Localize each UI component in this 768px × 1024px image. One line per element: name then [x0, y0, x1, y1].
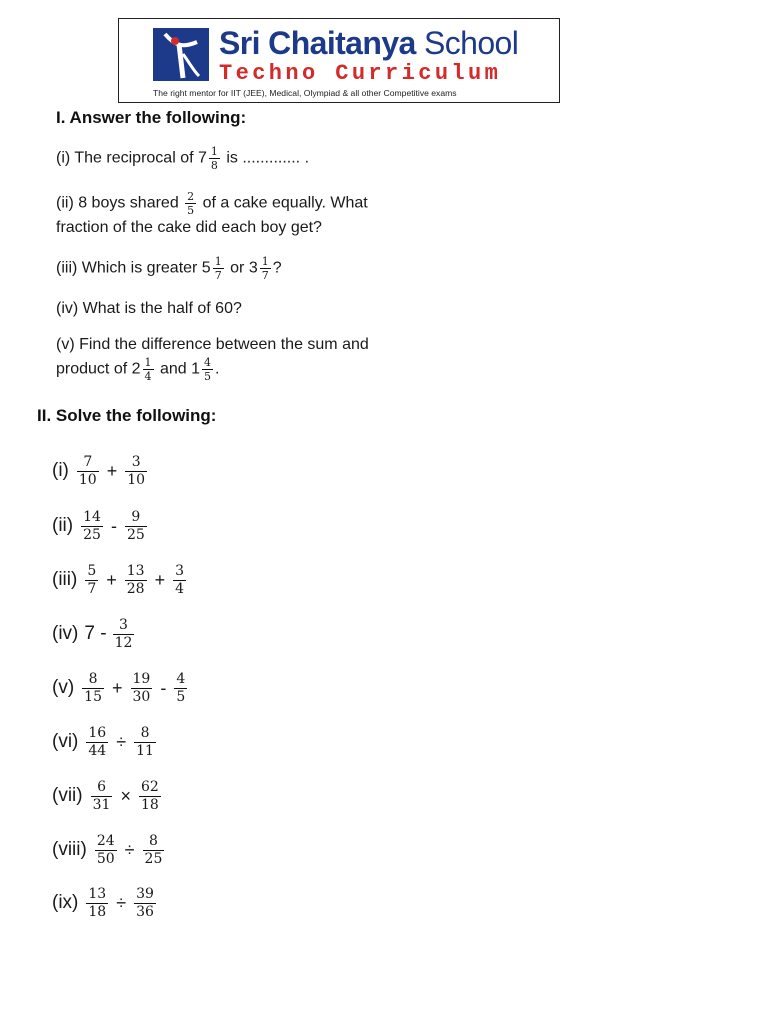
denominator: 4: [175, 581, 185, 597]
operator: ÷: [124, 839, 135, 860]
fraction: [134, 887, 156, 919]
fraction: $\frac{1}{4}$: [144, 356, 152, 383]
problem-label: (ix): [52, 892, 79, 913]
operator: +: [154, 569, 166, 590]
denominator: 25: [126, 527, 145, 543]
fraction: [174, 672, 187, 704]
denominator: 36: [136, 904, 154, 920]
denominator: 15: [84, 689, 102, 705]
brand-name-school: School: [424, 25, 519, 61]
numerator: 62: [140, 779, 159, 795]
fraction: $\frac{4}{5}$: [204, 356, 211, 383]
problem-label: (ii): [52, 515, 74, 536]
problem-row: [52, 506, 149, 546]
numerator: 19: [132, 671, 151, 687]
question-5-line1: (v) Find the difference between the sum and: [56, 336, 369, 353]
operator: -: [160, 677, 167, 698]
problem-row: [52, 776, 163, 816]
problem-row: [52, 883, 158, 923]
brand-name-main: Sri Chaitanya: [219, 25, 416, 61]
numerator: 3: [175, 563, 185, 579]
question-3: [56, 256, 426, 281]
numerator: 14: [83, 509, 101, 525]
problem-label: (iv): [52, 623, 79, 644]
numerator: 13: [88, 886, 107, 902]
fraction: [113, 618, 135, 650]
question-4: (iv) What is the half of 60?: [56, 300, 242, 317]
denominator: 28: [126, 581, 145, 597]
numerator: 8: [134, 726, 156, 743]
operator: -: [110, 515, 117, 536]
denominator: 25: [144, 851, 163, 867]
fraction: [85, 564, 98, 596]
numerator: 9: [125, 510, 147, 527]
fraction: [139, 780, 161, 812]
denominator: 31: [92, 797, 111, 813]
denominator: 30: [132, 689, 151, 705]
denominator: 10: [127, 472, 146, 488]
section1-heading: I. Answer the following:: [56, 108, 247, 127]
numerator: 16: [88, 725, 107, 741]
numerator: 39: [136, 886, 154, 902]
operator: ÷: [116, 731, 127, 752]
numerator: 8: [143, 834, 165, 851]
denominator: 50: [96, 851, 115, 867]
numerator: 13: [126, 563, 145, 579]
fraction: [81, 510, 103, 542]
denominator: 11: [136, 743, 154, 759]
operator: ×: [120, 785, 131, 806]
fraction: [95, 834, 117, 866]
operator: +: [106, 460, 118, 481]
question-5: [56, 333, 426, 382]
fraction: [125, 564, 147, 596]
fraction: [86, 887, 108, 919]
problem-row: [52, 668, 189, 708]
numerator: 3: [113, 618, 135, 635]
numerator: 7: [77, 455, 99, 472]
question-3-text: (iii) Which is greater 5: [56, 259, 211, 277]
fraction: [91, 780, 113, 812]
fraction: [77, 455, 99, 487]
fraction: $\frac{2}{5}$: [187, 190, 195, 217]
section2-heading: II. Solve the following:: [37, 406, 217, 425]
brand-tagline: Techno Curriculum: [219, 61, 502, 86]
problem-label: (v): [52, 677, 75, 698]
denominator: 18: [140, 797, 159, 813]
operator: +: [106, 569, 117, 590]
denominator: 25: [83, 527, 101, 543]
denominator: 18: [88, 904, 107, 920]
section-answer-the-following: [56, 108, 426, 383]
question-1: [56, 146, 426, 171]
denominator: 10: [78, 472, 97, 488]
fraction: [125, 455, 147, 487]
numerator: 3: [125, 455, 147, 472]
problem-label: (i): [52, 460, 69, 481]
question-2-line2: fraction of the cake did each boy get?: [56, 219, 322, 236]
fraction: $\frac{1}{7}$: [261, 255, 269, 282]
denominator: 12: [114, 635, 133, 651]
question-5-text-c: .: [215, 360, 220, 378]
fraction: [131, 672, 153, 704]
question-1-tail: is ............. .: [226, 149, 310, 167]
fraction: [82, 672, 104, 704]
brand-motto: The right mentor for IIT (JEE), Medical, Olympiad & all other Competitive exams: [153, 88, 457, 98]
problem-row: [52, 451, 149, 491]
problem-label: (vi): [52, 731, 79, 752]
problem-row: [52, 722, 158, 762]
question-5-text-b: and 1: [159, 360, 200, 378]
question-3-text-c: ?: [272, 259, 282, 277]
brand-name: [219, 23, 529, 63]
school-logo-banner: [118, 18, 560, 103]
fraction: $\frac{1}{7}$: [214, 255, 222, 282]
question-5-text: product of 2: [56, 360, 141, 378]
problem-label: (viii): [52, 839, 87, 860]
denominator: 44: [88, 743, 107, 759]
question-2: [56, 191, 426, 240]
fraction: [86, 726, 108, 758]
fraction: [173, 564, 186, 596]
fraction: [125, 510, 147, 542]
whole-number: 7 -: [84, 623, 107, 644]
question-1-text: (i) The reciprocal of 7: [56, 149, 207, 167]
fraction: $\frac{1}{8}$: [210, 145, 218, 172]
denominator: 7: [87, 581, 97, 597]
problem-row: [52, 614, 136, 654]
problem-row: [52, 830, 166, 870]
numerator: 8: [82, 672, 104, 689]
question-2-text-b: of a cake equally. What: [202, 194, 368, 212]
operator: ÷: [116, 892, 127, 913]
problem-row: [52, 560, 188, 600]
question-3-text-b: or 3: [230, 259, 258, 277]
fraction: [134, 726, 156, 758]
numerator: 6: [91, 780, 113, 797]
denominator: 5: [176, 689, 186, 705]
problem-label: (iii): [52, 569, 78, 590]
question-2-text: (ii) 8 boys shared: [56, 194, 179, 212]
numerator: 5: [87, 563, 97, 579]
numerator: 4: [176, 671, 186, 687]
problem-label: (vii): [52, 785, 83, 806]
numerator: 24: [96, 833, 115, 849]
fraction: [143, 834, 165, 866]
school-emblem-icon: [153, 28, 209, 81]
operator: +: [111, 677, 123, 698]
